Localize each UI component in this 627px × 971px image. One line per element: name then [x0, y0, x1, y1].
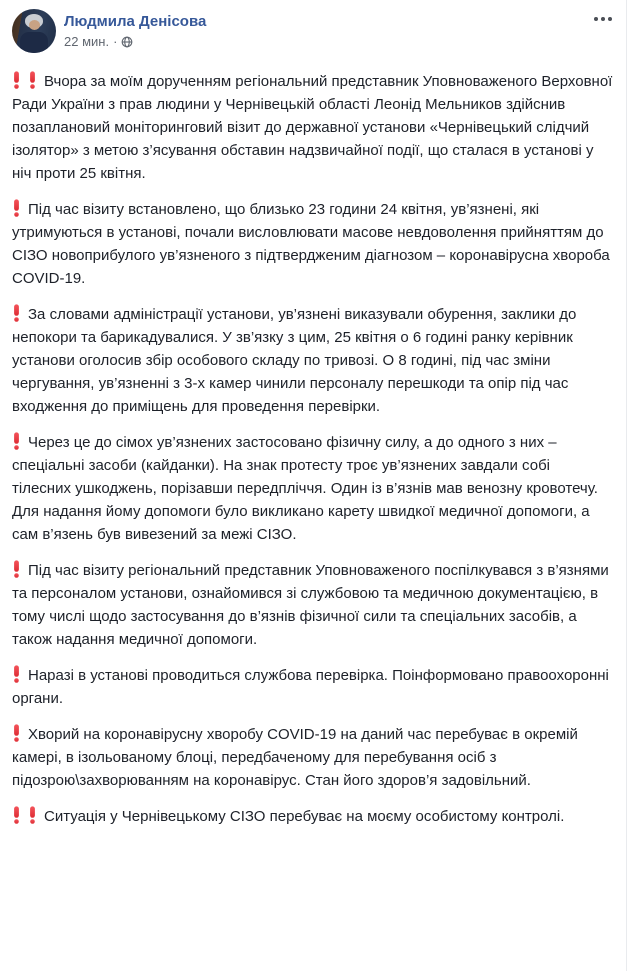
post-options-button[interactable]: [588, 9, 618, 29]
paragraph-text: Через це до сімох ув’язнених застосовано фізичну силу, а до одного з них – спеціальні засоби (кайданки). На знак протесту троє ув’язнених завдали собі тілесних ушкоджень, порізавши передпліччя. Один із в’язнів мав венозну кровотечу. Для надання йому допомоги було викликано карету швидкої медичної допомоги, а сам в’язень був вивезений за межі СІЗО.: [12, 434, 598, 543]
author-name-link[interactable]: Людмила Денісова: [64, 13, 207, 30]
ellipsis-dot: [608, 17, 612, 21]
exclamation-mark-icon: [12, 559, 21, 582]
ellipsis-dot: [601, 17, 605, 21]
post-meta: [64, 34, 206, 50]
exclamation-mark-icon: [12, 431, 21, 454]
avatar-body: [20, 32, 48, 53]
post-paragraph: [12, 723, 613, 792]
avatar-face: [29, 20, 40, 30]
post-paragraph: [12, 70, 613, 185]
exclamation-mark-icon: [12, 303, 21, 326]
paragraph-text: Вчора за моїм дорученням регіональний представник Уповноваженого Верховної Ради України з прав людини у Чернівецькій області Леонід Мельников здійснив позаплановий моніторинговий візит до державної установи «Чернівецький слідчий ізолятор» з метою з’ясування обставин надзвичайної події, що сталася в установі у ніч проти 25 квітня.: [12, 73, 613, 182]
exclamation-mark-icon: [28, 70, 37, 93]
paragraph-text: Хворий на коронавірусну хворобу COVID-19 на даний час перебуває в окремій камері, в ізольованому блоці, передбаченому для перебування осіб з підозрою\захворюванням на коронавірус. Стан його здоров’я задовільний.: [12, 726, 578, 789]
globe-icon: [121, 36, 133, 48]
post-timestamp[interactable]: 22 мин.: [64, 34, 110, 49]
paragraph-text: Наразі в установі проводиться службова перевірка. Поінформовано правоохоронні органи.: [12, 667, 609, 707]
paragraph-text: За словами адміністрації установи, ув’язнені виказували обурення, заклики до непокори та барикадувалися. У зв’язку з цим, 25 квітня о 6 годині ранку керівник установи оголосив збір особового складу по тривозі. О 8 годині, під час зміни чергування, ув’язненні з 3-х камер чинили персоналу перешкоди та опір під час входження до приміщень для проведення перевірки.: [12, 306, 577, 415]
post-paragraph: [12, 303, 613, 418]
post-paragraph: [12, 664, 613, 710]
paragraph-text: Ситуація у Чернівецькому СІЗО перебуває на моєму особистому контролі.: [44, 808, 565, 825]
exclamation-mark-icon: [12, 198, 21, 221]
post-header-text: [64, 9, 206, 50]
exclamation-mark-icon: [12, 723, 21, 746]
post-body: [0, 60, 626, 828]
meta-separator: ·: [113, 34, 118, 49]
exclamation-mark-icon: [28, 805, 37, 828]
ellipsis-dot: [594, 17, 598, 21]
post-paragraph: [12, 805, 613, 828]
exclamation-mark-icon: [12, 664, 21, 687]
author-avatar[interactable]: [12, 9, 56, 53]
paragraph-text: Під час візиту встановлено, що близько 23 години 24 квітня, ув’язнені, які утримуються в установі, почали висловлювати масове невдоволення прийняттям до СІЗО новоприбулого ув’язненого з підтвердженим діагнозом – коронавірусна хвороба COVID-19.: [12, 201, 610, 287]
paragraph-text: Під час візиту регіональний представник Уповноваженого поспілкувався з в’язнями та персоналом установи, ознайомився зі службовою та медичною документацією, в тому числі щодо застосування до в’язнів фізичної сили та спеціальних засобів, а також надання медичної допомоги.: [12, 562, 609, 648]
post-paragraph: [12, 198, 613, 290]
post-paragraph: [12, 431, 613, 546]
exclamation-mark-icon: [12, 70, 21, 93]
post-header: [0, 0, 626, 60]
post-paragraph: [12, 559, 613, 651]
exclamation-mark-icon: [12, 805, 21, 828]
